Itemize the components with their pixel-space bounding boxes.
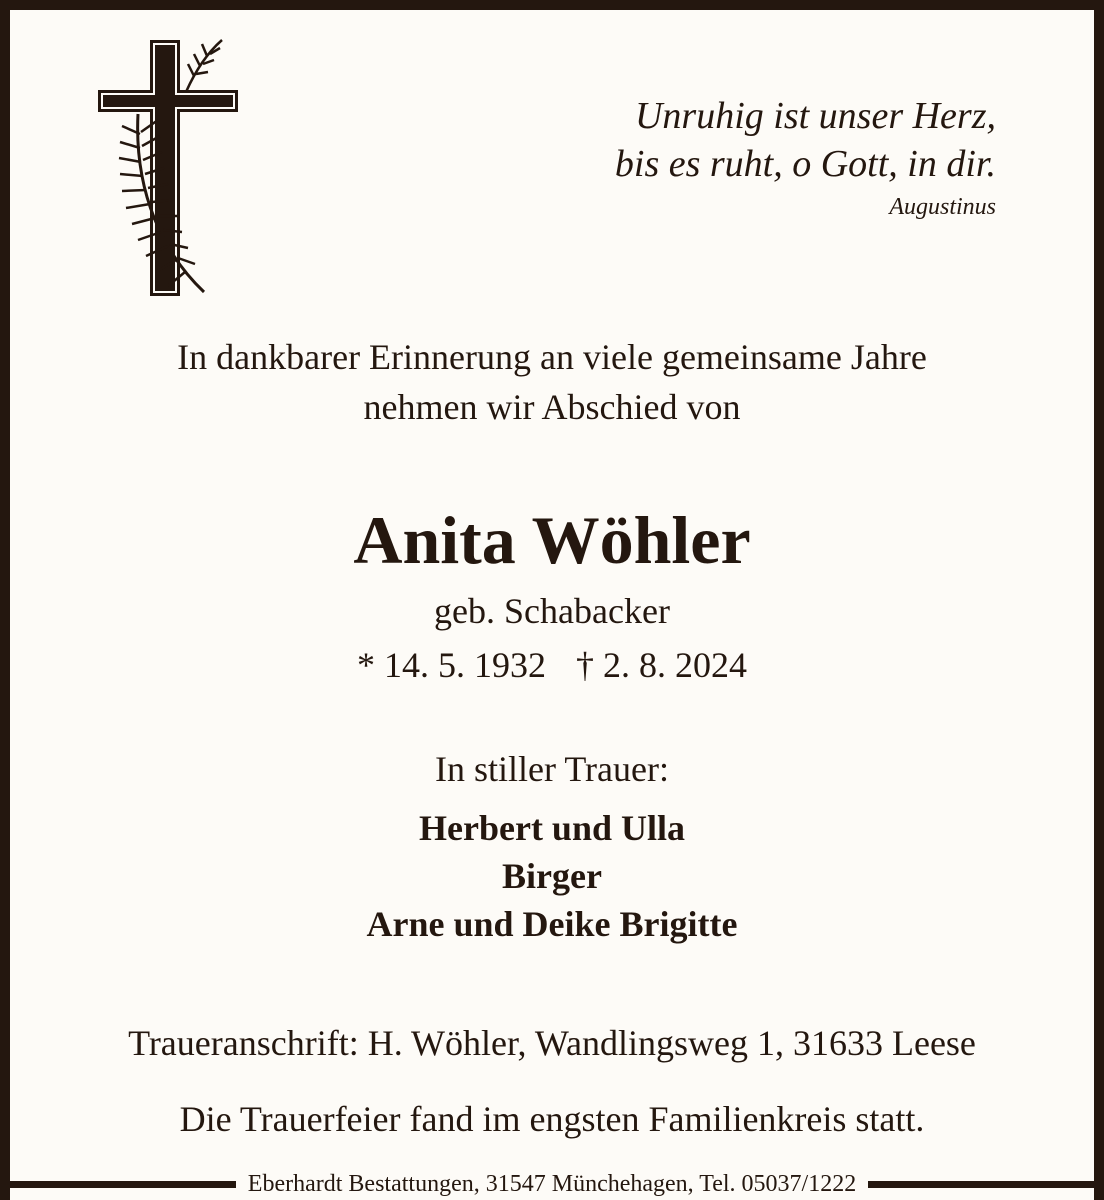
family-member: Herbert und Ulla xyxy=(419,808,685,848)
ceremony-note: Die Trauerfeier fand im engsten Familienkreis statt. xyxy=(179,1099,925,1139)
family-list xyxy=(0,804,1104,948)
mourning-heading: In stiller Trauer: xyxy=(435,749,669,789)
birth-name: geb. Schabacker xyxy=(434,591,670,631)
intro-line-1: In dankbarer Erinnerung an viele gemeinsame Jahre xyxy=(177,337,927,377)
intro-line-2: nehmen wir Abschied von xyxy=(363,387,741,427)
motto-author: Augustinus xyxy=(889,194,996,220)
footer-divider-right xyxy=(868,1181,1104,1188)
cross-with-palm-icon xyxy=(94,34,244,304)
life-dates xyxy=(0,640,1104,690)
mourning-address: Traueranschrift: H. Wöhler, Wandlingsweg 1, 31633 Leese xyxy=(128,1023,976,1063)
motto-line-2: bis es ruht, o Gott, in dir. xyxy=(614,143,996,185)
footer xyxy=(0,1168,1104,1200)
intro-text xyxy=(0,332,1104,432)
birth-date: * 14. 5. 1932 xyxy=(357,645,546,685)
motto-quote xyxy=(615,92,996,222)
death-date: † 2. 8. 2024 xyxy=(576,645,747,685)
motto-line-1: Unruhig ist unser Herz, xyxy=(634,95,996,137)
family-member: Birger xyxy=(502,856,602,896)
deceased-name: Anita Wöhler xyxy=(353,502,751,578)
funeral-home-info: Eberhardt Bestattungen, 31547 Münchehagen, Tel. 05037/1222 xyxy=(247,1171,857,1197)
family-member: Arne und Deike Brigitte xyxy=(366,904,738,944)
footer-divider-left xyxy=(0,1181,236,1188)
